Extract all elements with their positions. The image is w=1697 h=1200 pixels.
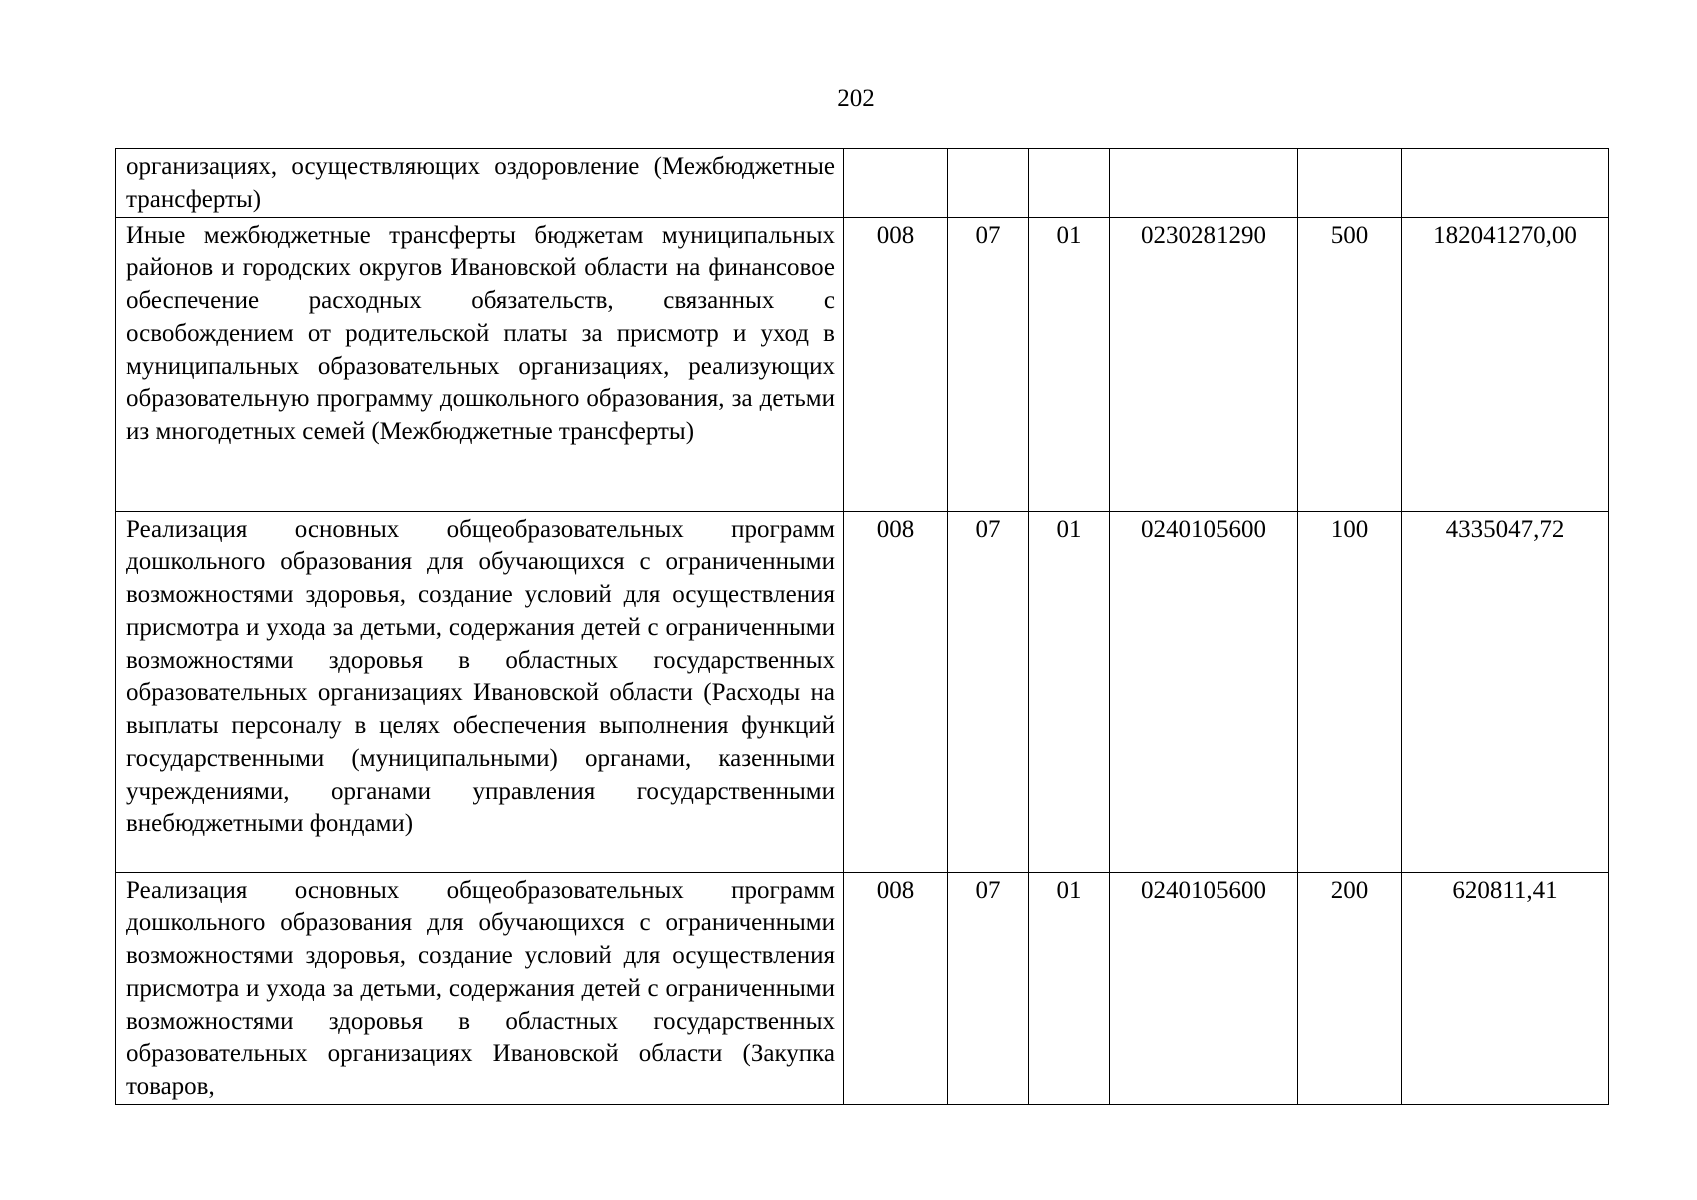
table-row [116,872,1609,1104]
amount: 4335047,72 [1402,511,1609,872]
table-row [116,217,1609,511]
section-code: 07 [948,217,1029,511]
section-code: 07 [948,511,1029,872]
ministry-code: 008 [844,511,948,872]
amount [1402,149,1609,218]
ministry-code: 008 [844,217,948,511]
expense-type-code [1298,149,1402,218]
ministry-code: 008 [844,872,948,1104]
row-description: Иные межбюджетные трансферты бюджетам муниципальных районов и городских округов Ивановской области на финансовое обеспечение расходных обязательств, связанных с освобождением от родительской платы за присмотр и уход в муниципальных образовательных организациях, реализующих образовательную программу дошкольного образования, за детьми из многодетных семей (Межбюджетные трансферты) [116,217,844,511]
subsection-code: 01 [1029,872,1110,1104]
expense-type-code: 100 [1298,511,1402,872]
table-row [116,511,1609,872]
subsection-code: 01 [1029,511,1110,872]
expense-type-code: 200 [1298,872,1402,1104]
page-number: 202 [837,85,875,112]
amount: 182041270,00 [1402,217,1609,511]
budget-table [115,148,1609,1105]
subsection-code [1029,149,1110,218]
target-article-code [1110,149,1298,218]
target-article-code: 0230281290 [1110,217,1298,511]
target-article-code: 0240105600 [1110,511,1298,872]
section-code [948,149,1029,218]
amount: 620811,41 [1402,872,1609,1104]
table-row [116,149,1609,218]
row-description: Реализация основных общеобразовательных программ дошкольного образования для обучающихся с ограниченными возможностями здоровья, создание условий для осуществления присмотра и ухода за детьми, содержания детей с ограниченными возможностями здоровья в областных государственных образовательных организациях Ивановской области (Расходы на выплаты персоналу в целях обеспечения выполнения функций государственными (муниципальными) органами, казенными учреждениями, органами управления государственными внебюджетными фондами) [116,511,844,872]
section-code: 07 [948,872,1029,1104]
row-description: Реализация основных общеобразовательных программ дошкольного образования для обучающихся с ограниченными возможностями здоровья, создание условий для осуществления присмотра и ухода за детьми, содержания детей с ограниченными возможностями здоровья в областных государственных образовательных организациях Ивановской области (Закупка товаров, [116,872,844,1104]
row-description: организациях, осуществляющих оздоровление (Межбюджетные трансферты) [116,149,844,218]
ministry-code [844,149,948,218]
target-article-code: 0240105600 [1110,872,1298,1104]
subsection-code: 01 [1029,217,1110,511]
expense-type-code: 500 [1298,217,1402,511]
